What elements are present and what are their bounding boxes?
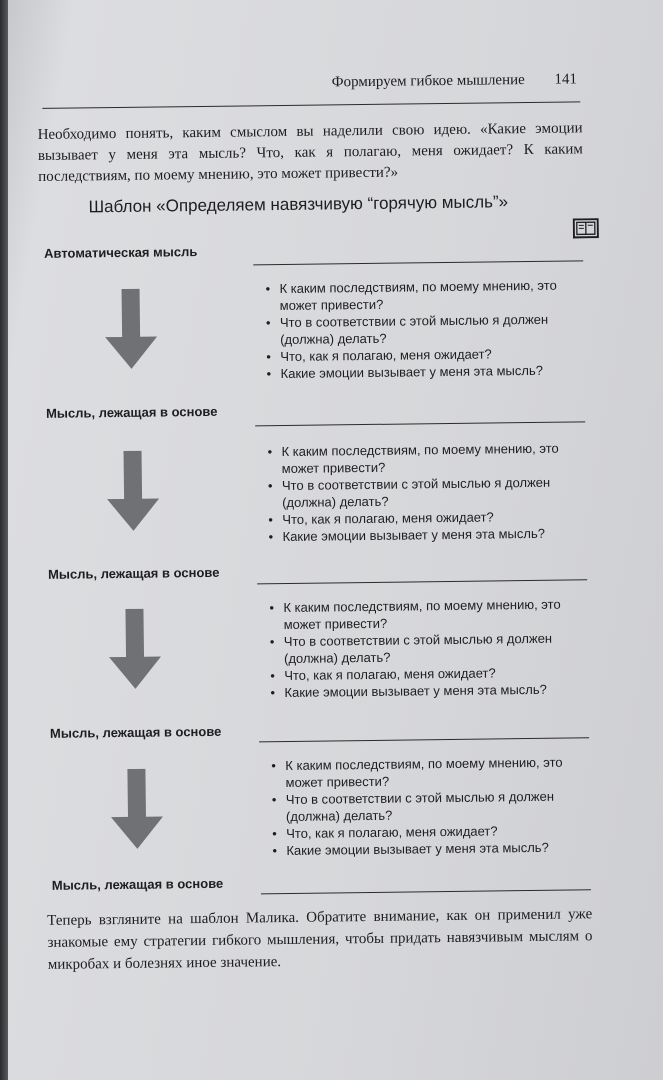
down-arrow-icon [105,289,158,370]
running-header [37,71,577,95]
underlying-thought-label: Мысль, лежащая в основе [51,875,224,893]
answer-line [253,260,583,265]
header-title: Формируем гибкое мышление [331,72,525,91]
header-rule [42,101,580,109]
underlying-thought-label: Мысль, лежащая в основе [45,403,218,421]
down-arrow-icon [110,769,163,850]
page-content [36,0,604,1080]
question-list [265,276,586,382]
answer-line [255,421,585,426]
question-item: • Что, как я полагаю, меня ожидает? [270,663,590,684]
question-list [267,439,588,545]
question-list [269,595,590,701]
question-item: • К каким последствиям, по моему мнению, это может привести? [265,276,585,314]
question-item: • Что, как я полагаю, меня ожидает? [272,821,592,842]
automatic-thought-label: Автоматическая мысль [44,244,198,261]
book-page [8,0,663,1080]
question-item: • Какие эмоции вызывает у меня эта мысль? [268,524,588,545]
answer-line [261,889,591,894]
question-item: • Что, как я полагаю, меня ожидает? [268,507,588,528]
down-arrow-icon [107,451,160,532]
answer-line [257,579,587,584]
book-icon [573,218,599,238]
question-item: • Какие эмоции вызывает у меня эта мысль? [272,838,592,859]
closing-paragraph: Теперь взгляните на шаблон Малика. Обратите внимание, как он применил уже знакомые ему стратегии гибкого мышления, чтобы придать навязчивым мыслям о микробах и болезнях иное значение. [47,906,593,973]
underlying-thought-label: Мысль, лежащая в основе [47,564,220,582]
question-item: • Что в соответствии с этой мыслью я должен (должна) делать? [272,787,592,825]
underlying-thought-label: Мысль, лежащая в основе [49,723,222,741]
question-item: • К каким последствиям, по моему мнению, это может привести? [269,595,589,633]
question-item: • Какие эмоции вызывает у меня эта мысль? [270,680,590,701]
question-list [271,753,592,859]
question-item: • Что в соответствии с этой мыслью я должен (должна) делать? [268,473,588,511]
question-item: • Какие эмоции вызывает у меня эта мысль? [266,361,586,382]
intro-paragraph: Необходимо понять, каким смыслом вы наделили свою идею. «Какие эмоции вызывает у меня эта мысль? Что, как я полагаю, меня ожидает? К каким последствиям, по моему мнению, это может привести?» [37,120,583,185]
question-item: • Что в соответствии с этой мыслью я должен (должна) делать? [270,629,590,667]
question-item: • Что, как я полагаю, меня ожидает? [266,344,586,365]
question-item: • К каким последствиям, по моему мнению, это может привести? [267,439,587,477]
page-number: 141 [554,71,578,88]
down-arrow-icon [108,609,161,690]
question-item: • К каким последствиям, по моему мнению, это может привести? [271,753,591,791]
answer-line [259,737,589,742]
question-item: • Что в соответствии с этой мыслью я должен (должна) делать? [266,310,586,348]
template-title: Шаблон «Определяем навязчивую “горячую мысль”» [88,192,509,217]
